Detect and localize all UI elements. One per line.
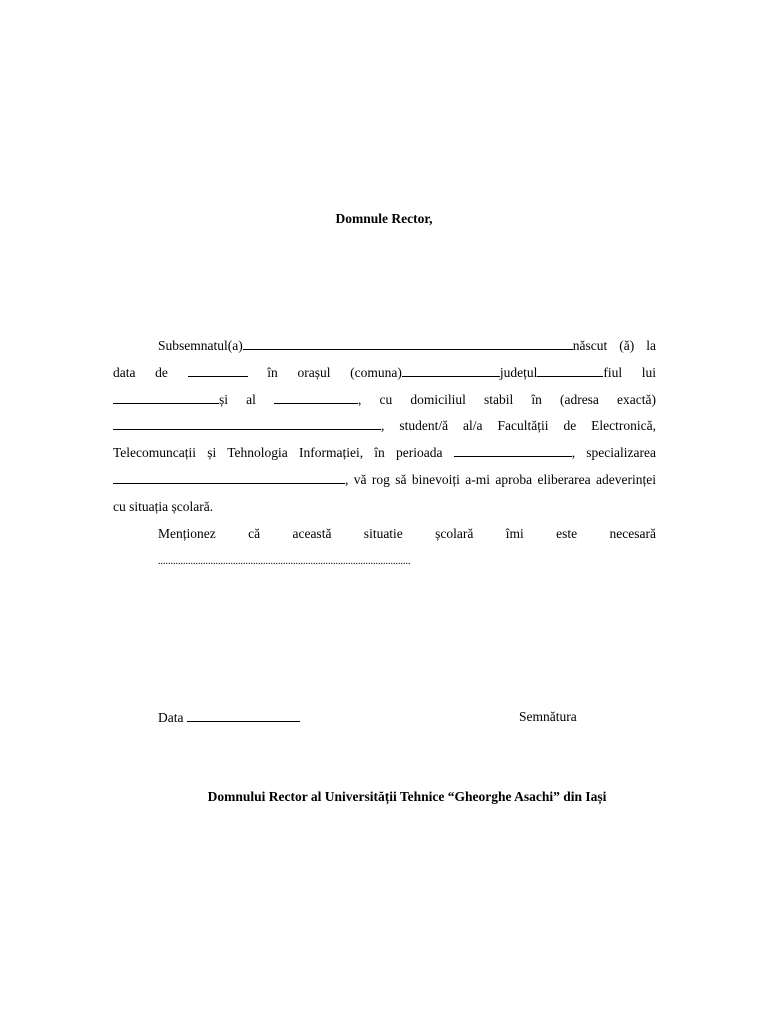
birth-date-blank[interactable] <box>188 364 248 377</box>
text-specializarea: specializarea <box>586 445 656 461</box>
salutation: Domnule Rector, <box>335 211 433 226</box>
text-comma: , <box>571 445 576 461</box>
text-student: , student/ă al/a Facultății de Electronică, Telecomuncații și Tehnologia Informației, în perioada <box>113 418 656 461</box>
text-si-al: și al <box>219 391 256 407</box>
text-fiul-lui: fiul lui <box>603 364 657 380</box>
text-va-rog: , vă rog să binevoiți a-mi aproba eliberarea adeverinței cu situația școlară. <box>113 471 656 514</box>
purpose-dotted-blank[interactable]: ..................................................................................................... <box>158 556 411 568</box>
request-body <box>113 333 656 576</box>
text-judetul: județul <box>499 364 538 380</box>
period-blank[interactable] <box>454 444 572 457</box>
text-domiciliul: , cu domiciliul stabil în (adresa exactă) <box>358 391 657 407</box>
addressee-text: Domnului Rector al Universității Tehnice “Gheorghe Asachi” din Iași <box>207 789 607 804</box>
city-blank[interactable] <box>402 364 500 377</box>
name-blank[interactable] <box>243 337 573 350</box>
signature-label: Semnătura <box>519 709 577 724</box>
mother-name-blank[interactable] <box>274 391 358 404</box>
text-orasul: în orașul (comuna) <box>267 364 402 380</box>
date-field <box>158 709 300 726</box>
specialization-blank[interactable] <box>113 471 345 484</box>
addressee-line <box>0 789 768 805</box>
county-blank[interactable] <box>537 364 603 377</box>
father-name-blank[interactable] <box>113 391 219 404</box>
date-label: Data <box>158 710 184 725</box>
purpose-paragraph <box>113 521 656 577</box>
text-mentionez: Menționez că această situatie școlară îmi este necesară <box>158 525 656 541</box>
address-blank[interactable] <box>113 417 381 430</box>
date-blank[interactable] <box>187 709 300 722</box>
text-subsemnatul: Subsemnatul(a) <box>158 338 243 353</box>
request-paragraph <box>113 333 656 521</box>
text-nascut: născut (ă) la data de <box>113 338 656 380</box>
